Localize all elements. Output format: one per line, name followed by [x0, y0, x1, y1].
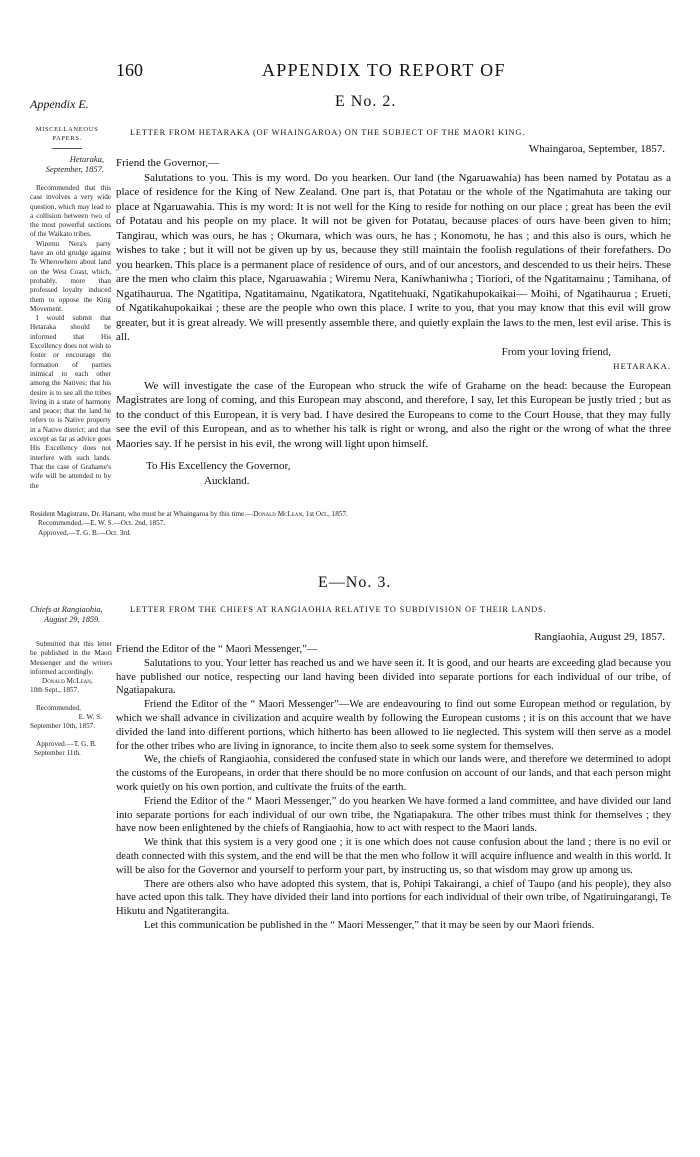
e2-section-number: E No. 2. — [335, 93, 397, 110]
e3-side-note-2-author: E. W. S. — [78, 713, 102, 722]
e3-paragraph-3: We, the chiefs of Rangiaohia, considered the confused state in which our lands were, and therefore we determined to adopt the customs of the Europeans, in order that there should be no more confusion on account of our lands, and that each person might work quietly on his own portion, and cultivate the fruits of the earth. — [116, 754, 671, 793]
e3-side-note-2: Recommended, — [36, 703, 81, 712]
e2-title: LETTER FROM HETARAKA (OF WHAINGAROA) ON THE SUBJECT OF THE MAORI KING. — [130, 128, 526, 137]
e3-side-notes — [30, 640, 112, 758]
e3-side-note-3-date: September 11th. — [34, 748, 81, 757]
e2-letter — [116, 156, 671, 488]
e2-signature: HETARAKA. — [613, 361, 671, 371]
e2-minute-1-author: Donald McLean, — [253, 510, 304, 518]
appendix-label: Appendix E. — [30, 97, 89, 111]
e3-side-note-1-author: Donald McLean, — [42, 677, 93, 686]
page-number: 160 — [116, 60, 143, 80]
e2-side-note-1: Recommended that this case involves a very wide question, which may lead to a collision between two of the most powerful sections of the Waikato tribes. — [30, 184, 111, 239]
e2-minute-3: Approved,—T. G. B.—Oct. 3rd. — [38, 528, 132, 537]
e2-side-notes — [30, 184, 111, 491]
e2-minute-2: Recommended,—E. W. S.—Oct. 2nd, 1857. — [38, 519, 166, 528]
e2-address-1: To His Excellency the Governor, — [146, 460, 291, 472]
e3-side-writer: Chiefs at Rangiaohia, — [30, 605, 103, 614]
e3-paragraph-2: Friend the Editor of the “ Maori Messenger”—We are endeavouring to find out some European method or regulation, by which we shall advance in civilization and acquire wealth by following the European customs ; it is on this account that we have divided the land into different portions, which hitherto has been allowed to lie neglected. This system will then serve as a model for the other tribes who are living in ignorance, to incite them also to seek some system for themselves. — [116, 699, 671, 752]
e3-paragraph-4: Friend the Editor of the “ Maori Messenger,” do you hearken We have formed a land committee, and have divided our land into separate portions for each individual of our own tribe, the Ngatiapakura. The other tribes must think for themselves ; they have now been enlightened by the chiefs of Rangiaohia, how to act with respect to the Maori lands. — [116, 795, 671, 835]
e3-side-writer-block — [30, 605, 112, 625]
e2-minute-1-date: 1st Oct., 1857. — [305, 510, 348, 518]
e3-side-note-1-date: 10th Sept., 1857. — [30, 686, 79, 695]
e3-side-note-1: Submitted that this letter be published in the Maori Messenger and the writers informed accordingly. — [30, 640, 112, 676]
e2-side-writer-block — [30, 154, 104, 174]
e3-salutation: Friend the Editor of the “ Maori Messenger,”— — [116, 644, 318, 655]
e2-side-writer: Hetaraka, — [69, 154, 104, 164]
e2-salutation: Friend the Governor,— — [116, 157, 220, 169]
e3-side-note-3: Approved.—T. G. B. — [36, 739, 97, 748]
e3-paragraph-5: We think that this system is a very good one ; it is one which does not cause confusion about the land ; there is no evil or death connected with this system, and the end will be that the men who follow it will acquire influence and wealth in this world. It will be also for the Governor and yourself to perform your part, by instructing us, so that wisdom may grow up among us. — [116, 837, 671, 876]
e2-side-divider — [52, 148, 82, 149]
e3-section-number: E—No. 3. — [318, 574, 392, 591]
e2-body-paragraph: Salutations to you. This is my word. Do you hearken. Our land (the Ngaruawahia) has been named by Potatau as a place of residence for the King of New Zealand. One part is, that Potatau or the whole of the Ngatimahuta are taking our place at Ngaruawahia. This is my word: It is not well for the King to reside for nothing on our place ; great has been the evil of Potatau and his people on my place. It will not be given for Potatau, because places of ours have been given to him; Tangirau, which was ours, he has ; Okumara, which was ours, he has ; Konomotu, he has ; and this also is ours, which he wishes to take ; but it will not be given up by us, because they still maintain the foolish regulations of their forefathers. Do you hearken. This place is a permanent place of residence of ours, and of our ancestors, and descended to us their heirs. These are the men who claim this place, Ngaruawahia ; Wiremu Nera, Kaniwhaniwha ; Tioriori, of the Ngatitamainu ; Tamihana, of Ngatihaurua. The Ngatitipa, Ngatitamainu, Ngatikatora, Ngatitehuaki, Ngatikahupokaikai— Moihi, of Ngatihaurua ; Erueti, of Ngatikahupokaikai ; these are the people who own this place. I write to you, that you may know that this evil will grow greater, but it is great already. We will presently assemble there, and quietly explain the laws to the men, lest evil arise. This is all. — [116, 171, 671, 343]
e2-closing: From your loving friend, — [501, 345, 611, 358]
e3-side-date: August 29, 1859. — [44, 615, 101, 624]
e3-place-date: Rangiaohia, August 29, 1857. — [534, 631, 665, 643]
e2-side-category-1: MISCELLANEOUS — [35, 126, 99, 133]
e2-side-date: September, 1857. — [45, 164, 104, 174]
e2-minute-1-text: Resident Magistrate, Dr. Harsant, who must be at Whaingaroa by this time.— — [30, 510, 254, 518]
e2-side-note-2: Wiremu Nera's party have an old grudge against Te Wherowhero about land on the West Coast, which, probably, more than professed loyalty induced them to oppose the King Movement. — [30, 239, 111, 313]
running-title: APPENDIX TO REPORT OF — [262, 60, 506, 80]
e2-side-note-3: I would submit that Hetaraka should be informed that His Excellency does not wish to foster or encourage the formation of parties inimical to each other among the Natives; that his desire is to see all the tribes living in a state of harmony and peace; that the land he refers to is Native property in a Native district; and that except as far as advice goes His Excellency does not interfere with such lands. That the case of Grahame's wife will be attended to by the — [30, 314, 111, 490]
e3-letter — [116, 643, 671, 933]
e2-side-category-2: PAPERS. — [52, 135, 82, 143]
e3-side-note-2-date: September 10th, 1857. — [30, 722, 96, 731]
e2-second-paragraph: We will investigate the case of the European who struck the wife of Grahame on the head: because the European Magistrates are long of coming, and this European may abscond, and therefore, I say, let this European be justly tried ; but as to the conduct of this European, it is very bad. I have desired the Europeans to come to the Court House, that they may fully see the evil of this European, and as to whether his talk is right or wrong, and also the right or the wrong of what the three Maories say. If he persist in his evil, the wrong will light upon himself. — [116, 379, 671, 450]
e3-paragraph-6: There are others also who have adopted this system, that is, Pohipi Takairangi, a chief of Taupo (and his people), they also have acted upon this talk. They have divided their land into portions for each individual of their own tribe, of Ngatiruingarangi, Te Hikutu and Ngatiterangita. — [116, 878, 671, 918]
e2-place-date: Whaingaroa, September, 1857. — [528, 143, 665, 155]
e3-title: LETTER FROM THE CHIEFS AT RANGIAOHIA RELATIVE TO SUBDIVISION OF THEIR LANDS. — [130, 605, 547, 614]
e2-minutes — [30, 510, 670, 538]
e3-paragraph-7: Let this communication be published in the “ Maori Messenger,” that it may be seen by our Maori friends. — [144, 919, 595, 931]
e3-paragraph-1: Salutations to you. Your letter has reached us and we have seen it. It is good, and our hearts are exceeding glad because you have published our notice, respecting our land having been divided into separate portions for each individual of our tribe, of Ngatiapakura. — [116, 657, 671, 697]
e2-address-2: Auckland. — [204, 474, 250, 487]
e2-minute-1 — [30, 510, 670, 519]
e2-side-category — [30, 125, 104, 144]
